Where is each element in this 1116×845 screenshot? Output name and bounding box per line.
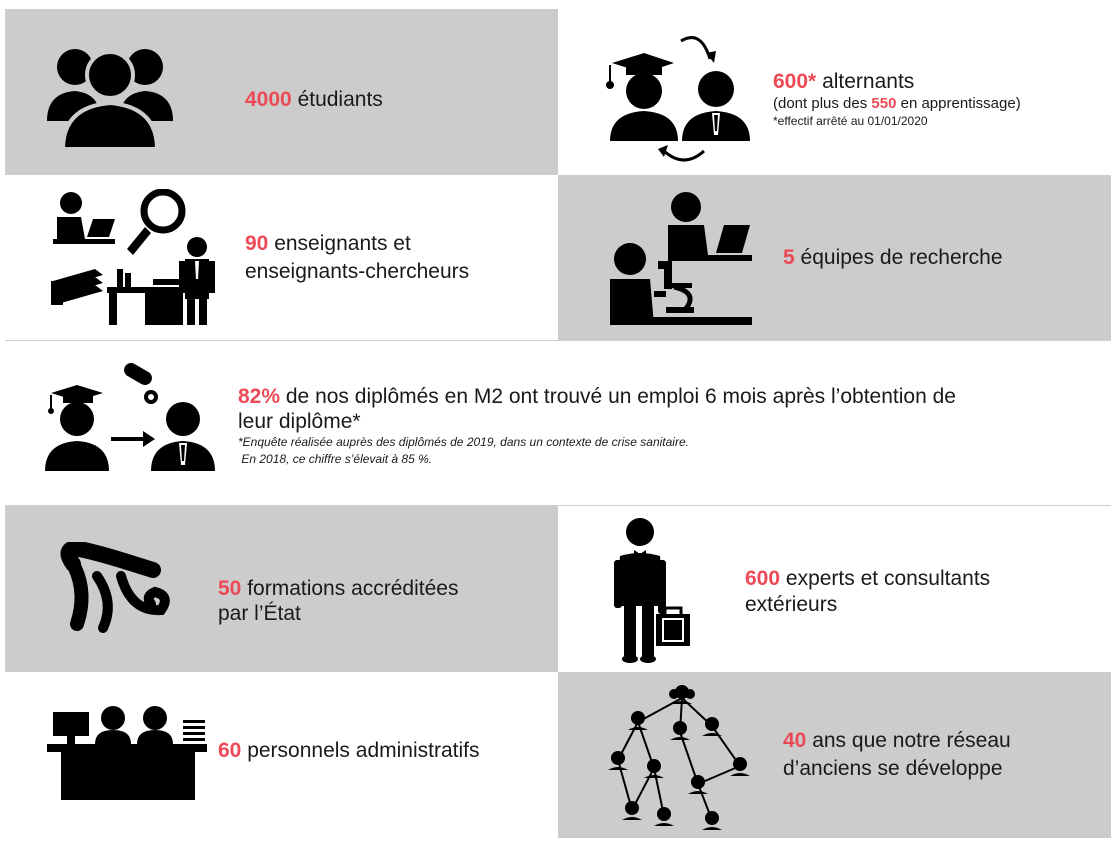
group-of-people-icon xyxy=(45,39,175,151)
alumni-line2: d’anciens se développe xyxy=(783,757,1003,780)
alumni-line1: 40 ans que notre réseau xyxy=(783,729,1011,752)
teachers-line1: 90 enseignants et xyxy=(245,232,411,255)
diploma-scroll-icon xyxy=(57,542,175,638)
graduate-to-professional-cycle-icon xyxy=(606,23,756,163)
apprentices-main-text: 600* alternants xyxy=(773,70,915,93)
stat-card-research xyxy=(558,175,1111,340)
stat-card-employment xyxy=(5,341,1111,505)
stat-card-admin xyxy=(5,672,558,838)
apprentices-sub-text: (dont plus des 550 en apprentissage) xyxy=(773,95,1021,112)
students-text: 4000 étudiants xyxy=(245,88,383,111)
stat-card-students xyxy=(5,9,558,175)
experts-line2: extérieurs xyxy=(745,593,838,616)
programs-line1: 50 formations accréditées xyxy=(218,577,459,600)
programs-line2: par l’État xyxy=(218,602,301,625)
businessman-briefcase-icon xyxy=(610,516,690,664)
admin-text: 60 personnels administratifs xyxy=(218,739,480,762)
employment-line1: 82% de nos diplômés en M2 ont trouvé un emploi 6 mois après l’obtention de xyxy=(238,385,956,408)
stat-card-apprentices xyxy=(558,9,1111,175)
research-text: 5 équipes de recherche xyxy=(783,246,1003,269)
employment-note-1: *Enquête réalisée auprès des diplômés de 2019, dans un contexte de crise sanitaire. xyxy=(238,435,689,449)
experts-line1: 600 experts et consultants xyxy=(745,567,991,590)
stat-card-programs xyxy=(5,506,558,672)
stat-card-alumni xyxy=(558,672,1111,838)
alumni-network-icon xyxy=(602,680,762,830)
stat-card-teachers xyxy=(5,175,558,340)
apprentices-note: *effectif arrêté au 01/01/2020 xyxy=(773,114,928,128)
stat-card-experts xyxy=(558,506,1111,672)
employment-note-2: En 2018, ce chiffre s’élevait à 85 %. xyxy=(238,452,433,466)
employment-line2: leur diplôme* xyxy=(238,410,361,433)
reception-desk-icon xyxy=(45,704,211,800)
graduate-to-employee-icon xyxy=(45,363,217,475)
researchers-lab-icon xyxy=(608,189,758,327)
teacher-office-icon xyxy=(45,189,221,325)
teachers-line2: enseignants-chercheurs xyxy=(245,260,470,283)
